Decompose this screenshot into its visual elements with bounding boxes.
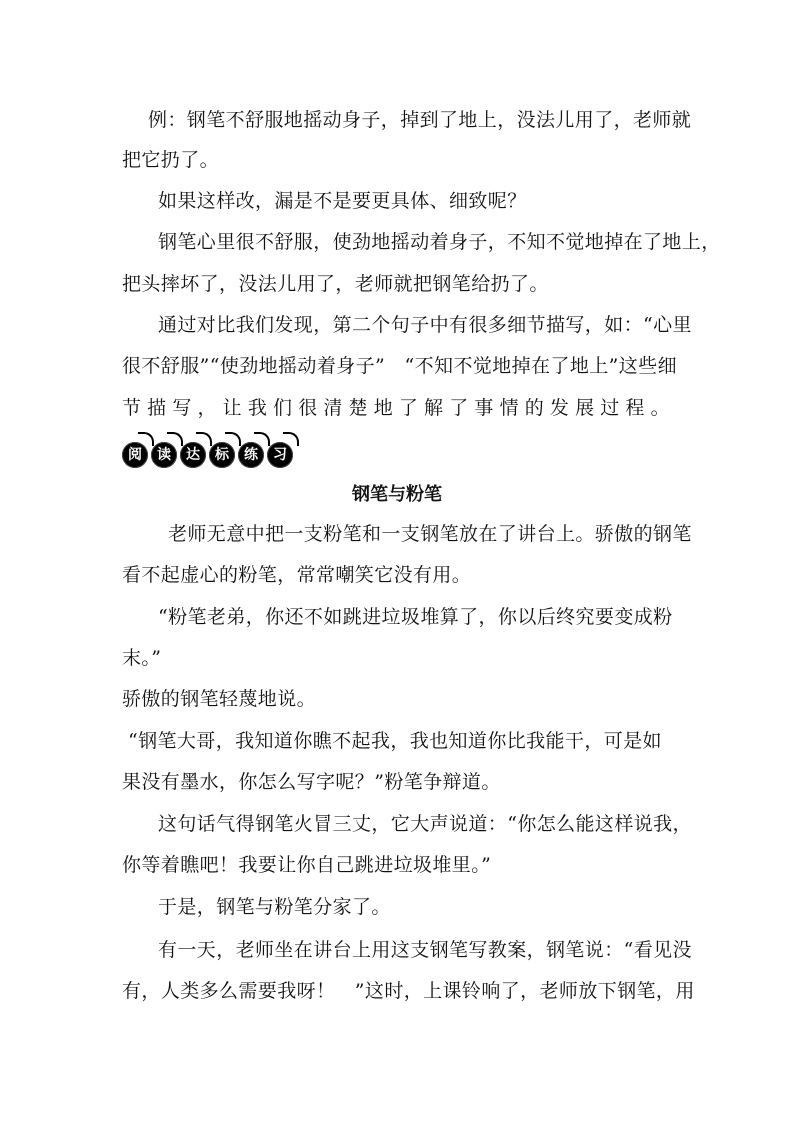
question-line: 如果这样改，漏是不是要更具体、细致呢？ (158, 190, 527, 212)
badge-char: 阅 (122, 442, 148, 468)
story-p7-line-2: 有，人类多么需要我呀！ ”这时，上课铃响了，老师放下钢笔，用 (122, 980, 695, 1002)
comparison-line-2: 很不舒服”“使劲地摇动着身子” “不知不觉地掉在了地上”这些细 (122, 355, 677, 377)
comparison-line-1: 通过对比我们发现，第二个句子中有很多细节描写，如：“心里 (158, 314, 692, 336)
story-p2-line-1: “粉笔老弟，你还不如跳进垃圾堆算了，你以后终究要变成粉 (158, 606, 673, 628)
story-p5-line-1: 这句话气得钢笔火冒三丈，它大声说道：“你怎么能这样说我， (158, 813, 692, 835)
story-p1-line-2: 看不起虚心的粉笔，常常嘲笑它没有用。 (122, 564, 472, 586)
story-p4-line-1: “钢笔大哥，我知道你瞧不起我，我也知道你比我能干，可是如 (128, 730, 662, 752)
story-p1-line-1: 老师无意中把一支粉笔和一支钢笔放在了讲台上。骄傲的钢笔 (168, 523, 692, 545)
story-p7-line-1: 有一天，老师坐在讲台上用这支钢笔写教案，钢笔说：“看见没 (158, 939, 692, 961)
comparison-line-3: 节描写，让我们很清楚地了解了事情的发展过程。 (122, 397, 670, 419)
story-p3: 骄傲的钢笔轻蔑地说。 (122, 688, 317, 710)
example-line-1: 例：钢笔不舒服地摇动身子，掉到了地上，没法儿用了，老师就 (148, 109, 692, 131)
revised-line-1: 钢笔心里很不舒服，使劲地摇动着身子，不知不觉地掉在了地上， (158, 231, 721, 253)
story-p5-line-2: 你等着瞧吧！我要让你自己跳进垃圾堆里。” (122, 854, 492, 876)
story-p4-line-2: 果没有墨水，你怎么写字呢？”粉笔争辩道。 (122, 771, 501, 793)
story-p2-line-2: 末。” (122, 647, 162, 669)
badge-char: 习 (267, 442, 293, 468)
story-title: 钢笔与粉笔 (352, 484, 442, 505)
revised-line-2: 把头摔坏了，没法儿用了，老师就把钢笔给扔了。 (122, 273, 549, 295)
example-line-2: 把它扔了。 (122, 149, 220, 171)
badge-char: 读 (151, 442, 177, 468)
badge-char: 练 (238, 442, 264, 468)
reading-practice-badges (122, 432, 302, 470)
badge-char: 标 (209, 442, 235, 468)
story-p6: 于是，钢笔与粉笔分家了。 (158, 896, 391, 918)
badge-char: 达 (180, 442, 206, 468)
